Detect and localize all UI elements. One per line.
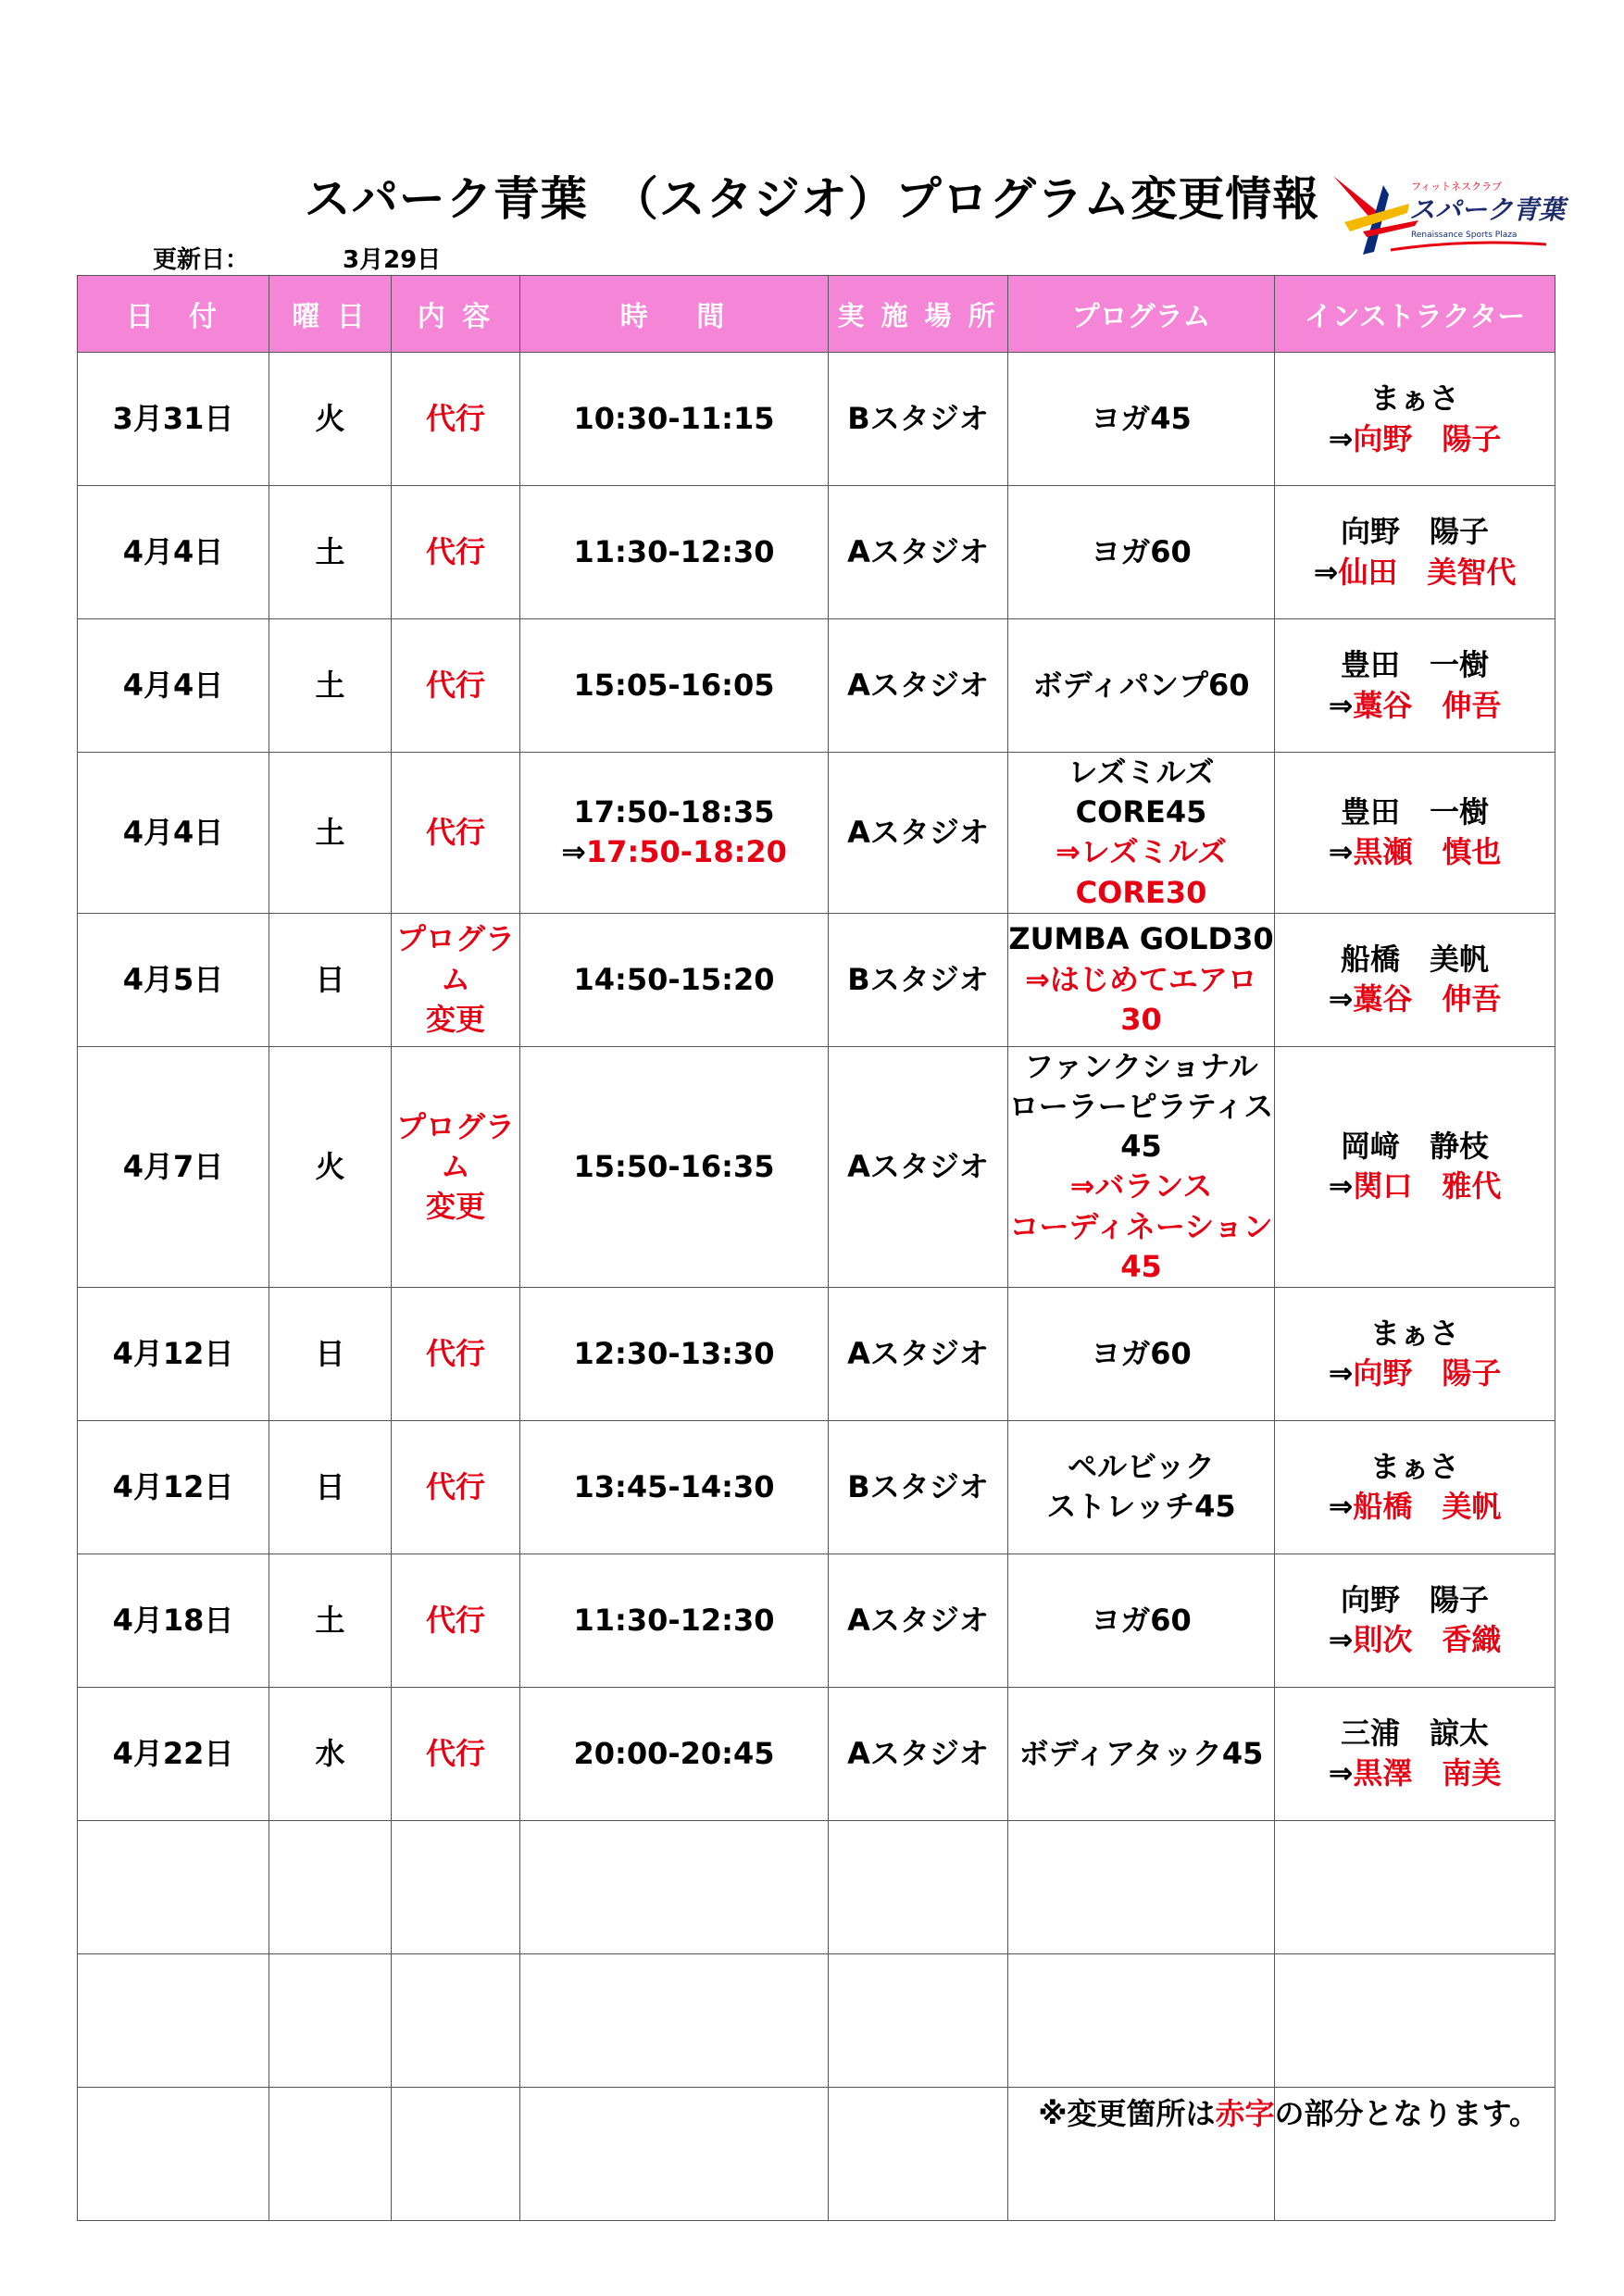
instructor-cell xyxy=(1275,913,1555,1046)
logo-tagline: フィットネスクラブ xyxy=(1411,181,1503,193)
arrow-icon: ⇒ xyxy=(1056,834,1081,870)
program-after-1: バランス xyxy=(1094,1168,1213,1204)
place-cell: Aスタジオ xyxy=(829,486,1008,619)
footnote xyxy=(1038,2090,1539,2133)
date-cell: 4月4日 xyxy=(78,619,269,753)
place-cell: Bスタジオ xyxy=(829,1420,1008,1554)
instructor-before: 岡﨑 静枝 xyxy=(1340,1129,1489,1165)
place-cell: Aスタジオ xyxy=(829,1046,1008,1287)
logo-swoosh xyxy=(1391,243,1546,250)
place-cell: Bスタジオ xyxy=(829,353,1008,486)
weekday-cell: 火 xyxy=(269,1046,392,1287)
arrow-icon: ⇒ xyxy=(1328,420,1354,456)
program-before: ZUMBA GOLD30 xyxy=(1008,921,1274,957)
instructor-after: 向野 陽子 xyxy=(1353,1355,1502,1391)
date-cell: 4月12日 xyxy=(78,1420,269,1554)
header-date: 日 付 xyxy=(78,276,269,353)
time-cell: 11:30-12:30 xyxy=(520,486,829,619)
instructor-before: 豊田 一樹 xyxy=(1340,647,1489,683)
instructor-before: 三浦 諒太 xyxy=(1340,1716,1489,1752)
program-after-2: コーディネーション45 xyxy=(1009,1208,1273,1284)
time-cell xyxy=(520,753,829,914)
weekday-cell: 土 xyxy=(269,1554,392,1687)
logo-name: スパーク青葉 xyxy=(1409,194,1566,225)
instructor-after: 船橋 美帆 xyxy=(1353,1489,1502,1525)
table-row xyxy=(78,486,1555,619)
content-cell xyxy=(392,1046,520,1287)
instructor-after: 藁谷 伸吾 xyxy=(1353,981,1502,1017)
table-row xyxy=(78,1287,1555,1420)
date-cell: 4月5日 xyxy=(78,913,269,1046)
program-after: はじめてエアロ30 xyxy=(1049,961,1257,1037)
instructor-cell xyxy=(1275,753,1555,914)
instructor-cell xyxy=(1275,1554,1555,1687)
content-line-2: 変更 xyxy=(425,1001,485,1037)
content-line-2: 変更 xyxy=(425,1188,485,1224)
content-cell: 代行 xyxy=(392,1420,520,1554)
weekday-cell: 水 xyxy=(269,1687,392,1820)
content-cell: 代行 xyxy=(392,486,520,619)
date-cell: 4月7日 xyxy=(78,1046,269,1287)
time-cell: 11:30-12:30 xyxy=(520,1554,829,1687)
date-cell: 4月4日 xyxy=(78,753,269,914)
arrow-icon: ⇒ xyxy=(1328,687,1354,723)
arrow-icon: ⇒ xyxy=(1328,981,1354,1017)
instructor-after: 関口 雅代 xyxy=(1353,1168,1502,1204)
header-place: 実 施 場 所 xyxy=(829,276,1008,353)
instructor-cell xyxy=(1275,1420,1555,1554)
program-cell xyxy=(1008,753,1275,914)
time-cell: 20:00-20:45 xyxy=(520,1687,829,1820)
program-cell xyxy=(1008,1420,1275,1554)
table-row xyxy=(78,1687,1555,1820)
program-after: レズミルズCORE30 xyxy=(1075,834,1227,910)
weekday-cell: 土 xyxy=(269,619,392,753)
place-cell: Aスタジオ xyxy=(829,1554,1008,1687)
instructor-after: 向野 陽子 xyxy=(1353,420,1502,456)
instructor-before: 豊田 一樹 xyxy=(1340,794,1489,830)
program-before-2: ローラーピラティス45 xyxy=(1008,1088,1274,1165)
table-row xyxy=(78,353,1555,486)
content-cell: 代行 xyxy=(392,1554,520,1687)
content-cell: 代行 xyxy=(392,619,520,753)
table-row xyxy=(78,619,1555,753)
note-prefix: ※変更箇所は xyxy=(1038,2096,1216,2131)
empty-row xyxy=(78,1953,1555,2087)
content-line-1: プログラム xyxy=(395,1108,515,1184)
time-cell: 10:30-11:15 xyxy=(520,353,829,486)
instructor-after: 則次 香織 xyxy=(1353,1622,1502,1658)
place-cell: Bスタジオ xyxy=(829,913,1008,1046)
page-title: スパーク青葉 （スタジオ）プログラム変更情報 xyxy=(304,172,1320,226)
arrow-icon: ⇒ xyxy=(1328,1489,1354,1525)
time-cell: 12:30-13:30 xyxy=(520,1287,829,1420)
arrow-icon: ⇒ xyxy=(1313,554,1339,590)
instructor-after: 藁谷 伸吾 xyxy=(1353,687,1502,723)
content-cell xyxy=(392,913,520,1046)
instructor-before: 向野 陽子 xyxy=(1340,1582,1489,1618)
time-cell: 15:05-16:05 xyxy=(520,619,829,753)
instructor-cell xyxy=(1275,619,1555,753)
instructor-cell xyxy=(1275,1287,1555,1420)
empty-row xyxy=(78,1820,1555,1953)
date-cell: 3月31日 xyxy=(78,353,269,486)
program-line-1: ペルビック xyxy=(1068,1449,1215,1485)
program-cell xyxy=(1008,913,1275,1046)
program-cell: ボディパンプ60 xyxy=(1008,619,1275,753)
schedule-table xyxy=(77,275,1555,2221)
header-instructor: インストラクター xyxy=(1275,276,1555,353)
arrow-icon: ⇒ xyxy=(1328,1168,1354,1204)
header-weekday: 曜 日 xyxy=(269,276,392,353)
note-highlight: 赤字 xyxy=(1215,2096,1275,2131)
instructor-cell xyxy=(1275,353,1555,486)
update-date: 3月29日 xyxy=(343,246,442,274)
instructor-cell xyxy=(1275,1046,1555,1287)
place-cell: Aスタジオ xyxy=(829,1287,1008,1420)
instructor-before: まぁさ xyxy=(1369,381,1459,417)
date-cell: 4月22日 xyxy=(78,1687,269,1820)
table-row xyxy=(78,1046,1555,1287)
place-cell: Aスタジオ xyxy=(829,1687,1008,1820)
instructor-after: 黒瀬 慎也 xyxy=(1353,834,1502,870)
weekday-cell: 日 xyxy=(269,913,392,1046)
content-cell: 代行 xyxy=(392,753,520,914)
table-row xyxy=(78,1554,1555,1687)
instructor-before: 船橋 美帆 xyxy=(1340,942,1489,978)
date-cell: 4月4日 xyxy=(78,486,269,619)
logo-subtitle: Renaissance Sports Plaza xyxy=(1411,231,1518,240)
instructor-cell xyxy=(1275,486,1555,619)
weekday-cell: 日 xyxy=(269,1287,392,1420)
header-program: プログラム xyxy=(1008,276,1275,353)
time-cell: 14:50-15:20 xyxy=(520,913,829,1046)
weekday-cell: 日 xyxy=(269,1420,392,1554)
program-cell: ヨガ60 xyxy=(1008,1287,1275,1420)
note-suffix: の部分となります。 xyxy=(1274,2096,1539,2131)
instructor-after: 黒澤 南美 xyxy=(1353,1755,1502,1791)
date-cell: 4月12日 xyxy=(78,1287,269,1420)
content-cell: 代行 xyxy=(392,1687,520,1820)
table-row xyxy=(78,1420,1555,1554)
arrow-icon: ⇒ xyxy=(1025,961,1050,997)
content-cell: 代行 xyxy=(392,1287,520,1420)
program-cell: ヨガ45 xyxy=(1008,353,1275,486)
instructor-after: 仙田 美智代 xyxy=(1338,554,1517,590)
weekday-cell: 火 xyxy=(269,353,392,486)
place-cell: Aスタジオ xyxy=(829,619,1008,753)
program-line-2: ストレッチ45 xyxy=(1046,1489,1236,1525)
time-before: 17:50-18:35 xyxy=(573,794,775,830)
time-cell: 15:50-16:35 xyxy=(520,1046,829,1287)
program-cell xyxy=(1008,1046,1275,1287)
instructor-cell xyxy=(1275,1687,1555,1820)
update-label: 更新日： xyxy=(153,246,250,274)
table-row xyxy=(78,913,1555,1046)
time-cell: 13:45-14:30 xyxy=(520,1420,829,1554)
instructor-before: まぁさ xyxy=(1369,1449,1459,1485)
arrow-icon: ⇒ xyxy=(1328,1755,1354,1791)
weekday-cell: 土 xyxy=(269,486,392,619)
program-cell: ボディアタック45 xyxy=(1008,1687,1275,1820)
arrow-icon: ⇒ xyxy=(1328,834,1354,870)
table-row xyxy=(78,753,1555,914)
content-cell: 代行 xyxy=(392,353,520,486)
header-row xyxy=(78,276,1555,353)
instructor-before: 向野 陽子 xyxy=(1340,514,1489,550)
content-line-1: プログラム xyxy=(395,921,515,997)
arrow-icon: ⇒ xyxy=(1328,1355,1354,1391)
arrow-icon: ⇒ xyxy=(561,834,586,870)
program-cell: ヨガ60 xyxy=(1008,486,1275,619)
arrow-icon: ⇒ xyxy=(1328,1622,1354,1658)
time-after: 17:50-18:20 xyxy=(585,834,787,870)
program-before: レズミルズCORE45 xyxy=(1068,755,1215,830)
club-logo xyxy=(1326,167,1566,259)
weekday-cell: 土 xyxy=(269,753,392,914)
header-content: 内 容 xyxy=(392,276,520,353)
header-time: 時 間 xyxy=(520,276,829,353)
date-cell: 4月18日 xyxy=(78,1554,269,1687)
program-cell: ヨガ60 xyxy=(1008,1554,1275,1687)
program-before-1: ファンクショナル xyxy=(1024,1048,1258,1084)
instructor-before: まぁさ xyxy=(1369,1316,1459,1352)
place-cell: Aスタジオ xyxy=(829,753,1008,914)
arrow-icon: ⇒ xyxy=(1069,1168,1095,1204)
logo-red-stroke xyxy=(1333,176,1381,220)
